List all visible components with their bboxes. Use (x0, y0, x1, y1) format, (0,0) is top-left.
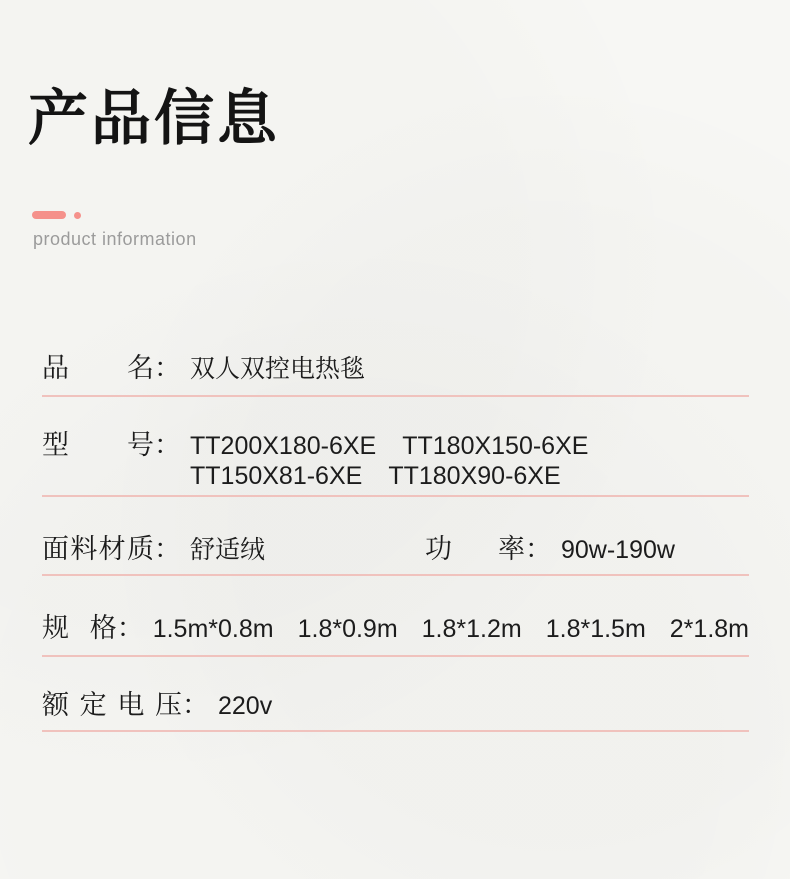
voltage-value: 220v (218, 692, 273, 720)
spec-row-product-name (42, 352, 749, 397)
model-values (190, 431, 588, 491)
fabric-value: 舒适绒 (190, 536, 266, 564)
colon: ： (116, 613, 144, 643)
spec-row-voltage (42, 689, 749, 732)
model-label: 型号 (42, 430, 154, 460)
size-value: 1.5m*0.8m (152, 615, 274, 643)
model-line-2 (190, 461, 588, 491)
colon: ： (182, 690, 209, 720)
page-title: 产品信息 (28, 85, 280, 152)
model-value: TT180X150-6XE (402, 432, 589, 460)
product-name-value: 双人双控电热毯 (190, 355, 366, 383)
size-label: 规格 (42, 613, 117, 643)
colon: ： (525, 534, 552, 564)
model-value: TT180X90-6XE (388, 462, 561, 490)
spec-table (42, 352, 749, 732)
colon: ： (154, 430, 181, 460)
accent-dot-icon (74, 212, 81, 219)
model-value: TT200X180-6XE (190, 432, 377, 460)
size-values (153, 613, 749, 645)
model-line-1 (190, 431, 588, 461)
size-value: 1.8*0.9m (297, 615, 398, 643)
voltage-label: 额定电压 (42, 690, 182, 720)
model-value: TT150X81-6XE (190, 462, 363, 490)
size-value: 1.8*1.5m (545, 615, 646, 643)
power-value: 90w-190w (561, 536, 675, 564)
accent-dash-icon (32, 211, 66, 219)
power-group (425, 533, 675, 566)
size-value: 1.8*1.2m (421, 615, 522, 643)
colon: ： (154, 534, 181, 564)
product-name-label: 品名 (42, 353, 154, 383)
colon: ： (154, 353, 181, 383)
power-label: 功率 (425, 534, 525, 564)
fabric-label: 面料材质 (42, 534, 154, 564)
spec-row-size (42, 612, 749, 657)
size-value: 2*1.8m (669, 615, 749, 643)
page-subtitle: product information (33, 229, 197, 249)
spec-row-fabric-power (42, 533, 749, 576)
spec-row-model (42, 429, 749, 497)
